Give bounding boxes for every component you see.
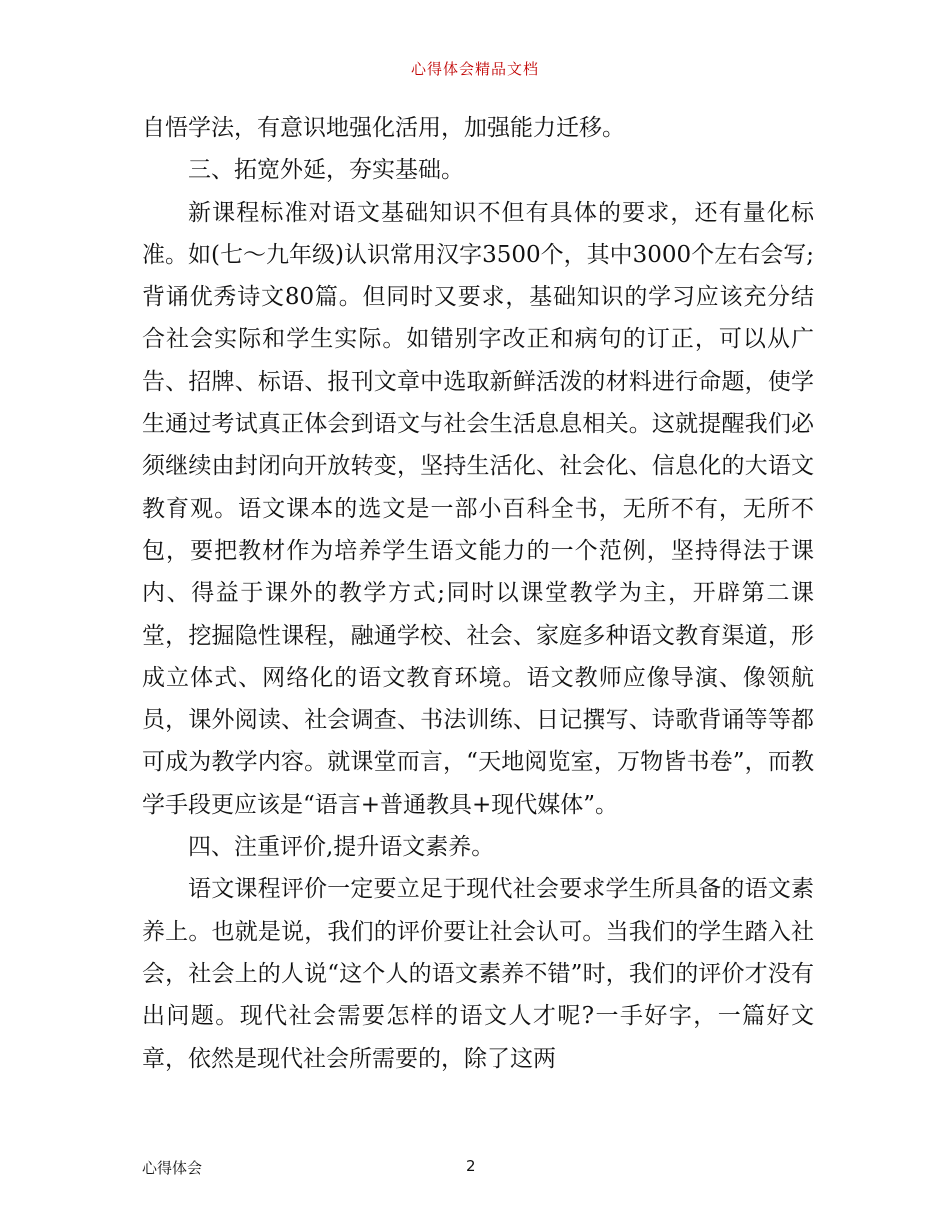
paragraph: 语文课程评价一定要立足于现代社会要求学生所具备的语文素养上。也就是说，我们的评价要让社会认可。当我们的学生踏入社会，社会上的人说“这个人的语文素养不错”时，我们的评价才没有出问题。现代社会需要怎样的语文人才呢?一手好字，一篇好文章，依然是现代社会所需要的，除了这两 — [142, 876, 814, 1072]
page-header-title: 心得体会精品文档 — [410, 60, 539, 78]
paragraph: 新课程标准对语文基础知识不但有具体的要求，还有量化标准。如(七～九年级)认识常用汉字3500个，其中3000个左右会写;背诵优秀诗文80篇。但同时又要求，基础知识的学习应该充分结合社会实际和学生实际。如错别字改正和病句的订正，可以从广告、招牌、标语、报刊文章中选取新鲜活泼的材料进行命题，使学生通过考试真正体会到语文与社会生活息息相关。这就提醒我们必须继续由封闭向开放转变，坚持生活化、社会化、信息化的大语文教育观。语文课本的选文是一部小百科全书，无所不有，无所不包，要把教材作为培养学生语文能力的一个范例，坚持得法于课内、得益于课外的教学方式;同时以课堂教学为主，开辟第二课堂，挖掘隐性课程，融通学校、社会、家庭多种语文教育渠道，形成立体式、网络化的语文教育环境。语文教师应像导演、像领航员，课外阅读、社会调查、书法训练、日记撰写、诗歌背诵等等都可成为教学内容。就课堂而言，“天地阅览室，万物皆书卷”，而教学手段更应该是“语言+普通教具+现代媒体”。 — [142, 199, 814, 818]
section-heading: 三、拓宽外延，夯实基础。 — [188, 157, 464, 184]
footer-label: 心得体会 — [142, 1159, 203, 1177]
section-heading: 四、注重评价,提升语文素养。 — [188, 834, 495, 861]
paragraph: 自悟学法，有意识地强化活用，加强能力迁移。 — [142, 115, 625, 141]
page-number: 2 — [466, 1157, 476, 1175]
document-body — [142, 107, 814, 1080]
